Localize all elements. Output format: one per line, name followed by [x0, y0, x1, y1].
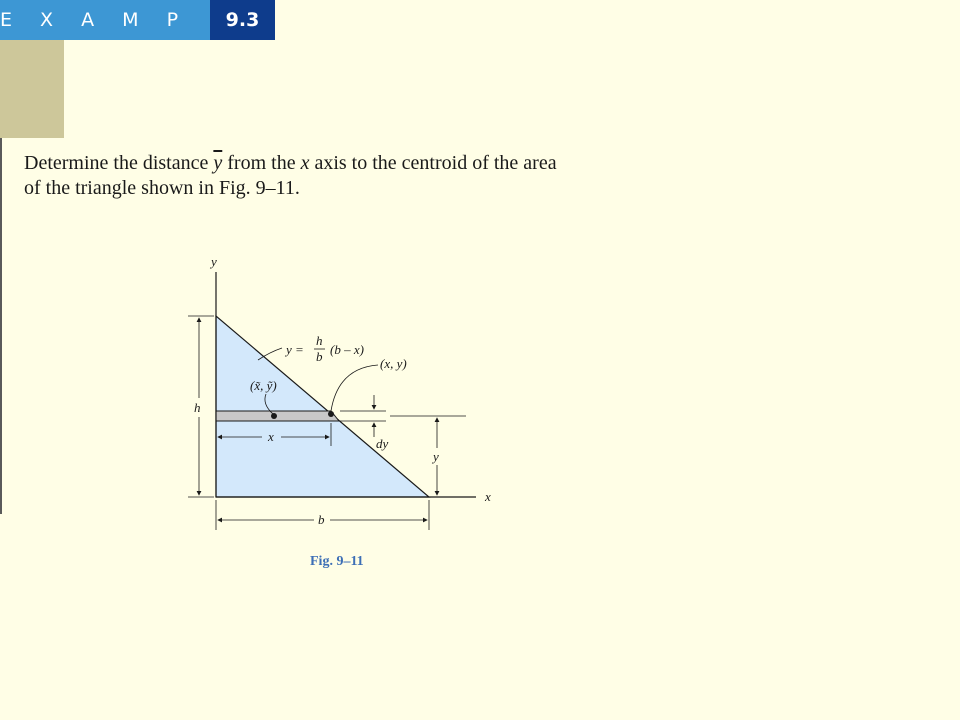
x-axis-label: x	[485, 489, 491, 504]
triangle-area	[216, 316, 429, 497]
centroid-point	[271, 413, 277, 419]
problem-text-part2: from the	[222, 152, 301, 174]
equation-rhs: (b – x)	[330, 342, 364, 357]
point-label: (x, y)	[380, 356, 407, 371]
dy-label: dy	[376, 436, 389, 451]
x-dimension-label: x	[268, 429, 274, 444]
differential-strip	[216, 411, 339, 421]
y-axis-label: y	[211, 254, 217, 269]
x-symbol: x	[300, 152, 310, 174]
y-dimension-label: y	[433, 449, 439, 464]
problem-text-line2: of the triangle shown in Fig. 9–11.	[24, 177, 300, 199]
equation-denominator: b	[316, 349, 323, 364]
problem-text-part1: Determine the distance	[24, 152, 214, 174]
problem-text-part3: axis to the centroid of the area	[309, 152, 557, 174]
figure-caption: Fig. 9–11	[310, 554, 364, 569]
point-leader	[331, 365, 378, 411]
example-label: E X A M P	[0, 9, 190, 31]
centroid-label: (x̃, ỹ)	[250, 378, 277, 393]
equation-numerator: h	[316, 333, 323, 348]
b-label: b	[318, 512, 325, 527]
curve-point	[328, 411, 334, 417]
example-number: 9.3	[210, 0, 275, 40]
h-label: h	[194, 400, 201, 415]
ybar-symbol: $\overline{y}$	[213, 152, 223, 174]
equation-lhs: y =	[286, 342, 304, 357]
